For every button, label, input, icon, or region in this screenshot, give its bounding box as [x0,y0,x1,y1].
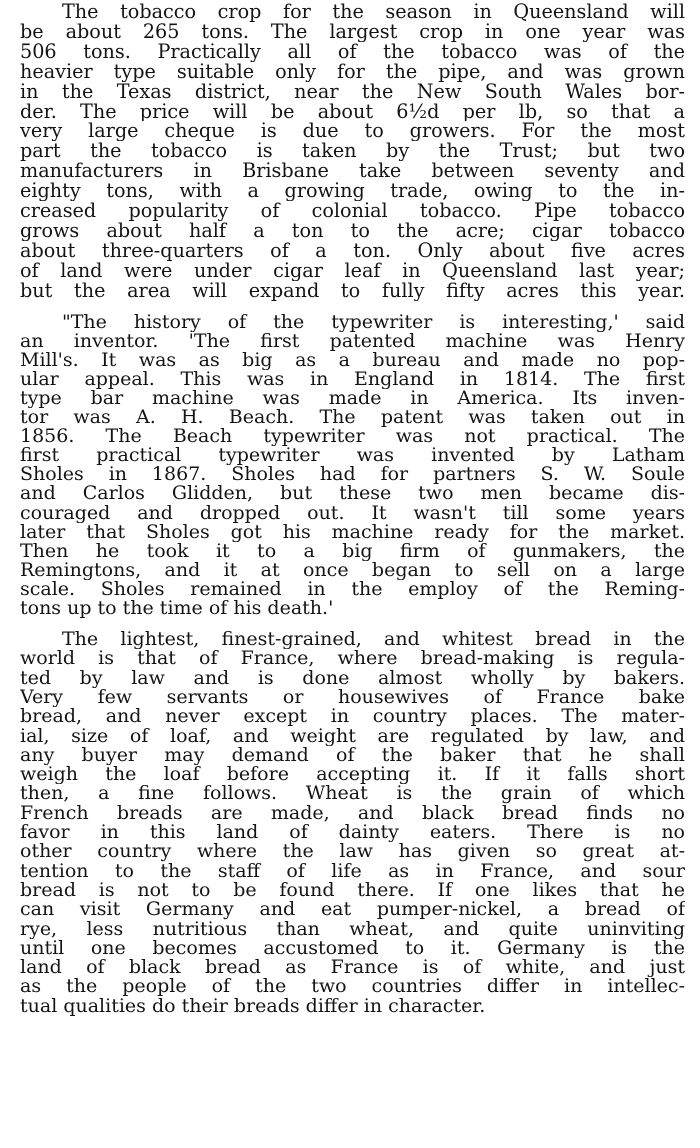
text-line: der. The price will be about 6½d per lb, so that a [20,101,685,122]
text-line: The lightest, finest-grained, and whitest bread in the [62,630,685,650]
text-line: tual qualities do their breads differ in character. [20,996,486,1017]
text-line: couraged and dropped out. It wasn't till some years [20,503,685,523]
text-line: 1856. The Beach typewriter was not practical. The [20,427,685,447]
paragraph-bread [20,630,685,1016]
text-line: but the area will expand to fully fifty acres this year. [20,280,685,301]
text-line: then, a fine follows. Wheat is the grain of which [20,784,685,804]
text-line: in the Texas district, near the New South Wales bor- [20,81,685,102]
text-line: grows about half a ton to the acre; cigar tobacco [20,220,685,241]
text-line: Mill's. It was as big as a bureau and made no pop- [20,350,685,370]
text-line: other country where the law has given so great at- [20,842,685,862]
text-line: an inventor. 'The first patented machine was Henry [20,331,685,351]
text-line: "The history of the typewriter is interesting,' said [62,312,685,332]
text-line: French breads are made, and black bread finds no [20,803,685,824]
text-line: bread, and never except in country places. The mater- [20,707,685,727]
paragraph-typewriter [20,313,685,619]
text-line: heavier type suitable only for the pipe, and was grown [20,61,685,82]
text-line: type bar machine was made in America. Its inven- [20,388,685,409]
text-line: The tobacco crop for the season in Queensland will [62,2,685,22]
text-line: Then he took it to a big firm of gunmakers, the [20,541,685,561]
text-line: ted by law and is done almost wholly by bakers. [20,668,685,688]
text-line: about three-quarters of a ton. Only about five acres [20,240,685,261]
newspaper-column [20,2,685,1016]
text-line: tor was A. H. Beach. The patent was taken out in [20,408,685,428]
text-line: of land were under cigar leaf in Queensland last year; [20,260,685,281]
text-line: very large cheque is due to growers. For the most [20,121,685,142]
text-line: and Carlos Glidden, but these two men became dis- [20,484,685,504]
text-line: first practical typewriter was invented by Latham [20,446,685,466]
text-line: eighty tons, with a growing trade, owing to the in- [20,181,685,202]
text-line: ial, size of loaf, and weight are regulated by law, and [20,726,685,746]
text-line: Remingtons, and it at once began to sell on a large [20,560,685,580]
text-line: until one becomes accustomed to it. Germany is the [20,938,685,959]
text-line: later that Sholes got his machine ready for the market. [20,522,685,542]
text-line: scale. Sholes remained in the employ of the Reming- [20,579,685,599]
text-line: bread is not to be found there. If one likes that he [20,880,685,901]
text-line: rye, less nutritious than wheat, and quite uninviting [20,919,685,939]
text-line: tention to the staff of life as in France, and sour [20,861,685,881]
text-line: land of black bread as France is of white, and just [20,958,685,978]
paragraph-tobacco [20,2,685,301]
text-line: be about 265 tons. The largest crop in one year was [20,21,685,42]
text-line: as the people of the two countries differ in intellec- [20,977,685,997]
text-line: creased popularity of colonial tobacco. Pipe tobacco [20,201,685,221]
text-line: part the tobacco is taken by the Trust; but two [20,141,685,162]
text-line: any buyer may demand of the baker that he shall [20,745,685,766]
text-line: tons up to the time of his death.' [20,599,334,619]
text-line: weigh the loaf before accepting it. If it falls short [20,765,685,785]
text-line: can visit Germany and eat pumper-nickel, a bread of [20,900,685,920]
text-line: world is that of France, where bread-making is regula- [20,649,685,669]
text-line: manufacturers in Brisbane take between seventy and [20,161,685,182]
text-line: Sholes in 1867. Sholes had for partners S. W. Soule [20,465,685,485]
text-line: Very few servants or housewives of France bake [20,687,685,708]
text-line: 506 tons. Practically all of the tobacco was of the [20,41,685,62]
text-line: ular appeal. This was in England in 1814. The first [20,369,685,389]
text-line: favor in this land of dainty eaters. There is no [20,823,685,843]
